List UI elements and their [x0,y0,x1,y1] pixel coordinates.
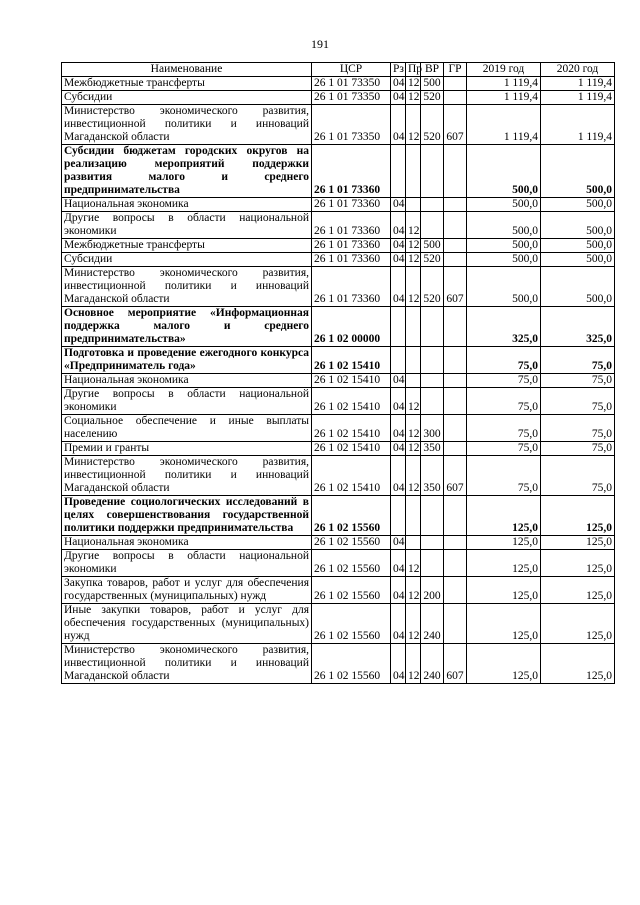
cell-name: Другие вопросы в области национальной экономики [62,388,312,415]
cell-csr: 26 1 01 73360 [312,145,391,198]
table-row [62,415,615,442]
cell-vr: 500 [421,239,444,253]
cell-2019: 500,0 [467,145,541,198]
cell-2019: 125,0 [467,604,541,644]
cell-vr: 240 [421,644,444,684]
header-2020: 2020 год [541,63,615,77]
cell-2020: 500,0 [541,212,615,239]
cell-gr [444,253,467,267]
cell-csr: 26 1 02 15560 [312,536,391,550]
cell-2019: 325,0 [467,307,541,347]
header-rz: Рз [391,63,406,77]
cell-vr [421,198,444,212]
table-row [62,145,615,198]
cell-gr [444,212,467,239]
cell-vr: 350 [421,442,444,456]
cell-gr: 607 [444,644,467,684]
cell-csr: 26 1 01 73350 [312,105,391,145]
cell-pr: 12 [406,212,421,239]
cell-gr [444,550,467,577]
table-row [62,456,615,496]
cell-gr [444,145,467,198]
cell-name: Подготовка и проведение ежегодного конкурса «Предприниматель года» [62,347,312,374]
cell-name: Министерство экономического развития, инвестиционной политики и инноваций Магаданской области [62,456,312,496]
table-row [62,374,615,388]
cell-2019: 125,0 [467,496,541,536]
cell-csr: 26 1 01 73360 [312,212,391,239]
table-row [62,212,615,239]
cell-pr: 12 [406,456,421,496]
cell-2019: 1 119,4 [467,91,541,105]
cell-rz: 04 [391,374,406,388]
cell-rz: 04 [391,253,406,267]
cell-rz: 04 [391,212,406,239]
cell-gr [444,307,467,347]
cell-pr [406,536,421,550]
cell-pr [406,374,421,388]
cell-2020: 500,0 [541,239,615,253]
cell-pr: 12 [406,415,421,442]
cell-pr [406,347,421,374]
cell-gr [444,577,467,604]
cell-pr [406,307,421,347]
cell-2019: 500,0 [467,212,541,239]
cell-2019: 500,0 [467,267,541,307]
cell-rz: 04 [391,415,406,442]
cell-pr [406,198,421,212]
cell-pr: 12 [406,388,421,415]
cell-name: Субсидии бюджетам городских округов на реализацию мероприятий поддержки развития малого и среднего предпринимательства [62,145,312,198]
table-row [62,198,615,212]
cell-rz: 04 [391,198,406,212]
cell-vr: 300 [421,415,444,442]
cell-gr [444,374,467,388]
cell-pr: 12 [406,550,421,577]
cell-csr: 26 1 02 15560 [312,644,391,684]
cell-rz: 04 [391,442,406,456]
cell-gr [444,415,467,442]
cell-pr: 12 [406,604,421,644]
cell-name: Межбюджетные трансферты [62,239,312,253]
cell-pr: 12 [406,267,421,307]
cell-name: Иные закупки товаров, работ и услуг для обеспечения государственных (муниципальных) нужд [62,604,312,644]
cell-vr [421,347,444,374]
header-2019: 2019 год [467,63,541,77]
cell-csr: 26 1 02 00000 [312,307,391,347]
cell-csr: 26 1 02 15410 [312,442,391,456]
table-row [62,239,615,253]
cell-name: Министерство экономического развития, инвестиционной политики и инноваций Магаданской области [62,105,312,145]
cell-2019: 75,0 [467,415,541,442]
cell-vr [421,496,444,536]
table-row [62,307,615,347]
header-csr: ЦСР [312,63,391,77]
cell-2020: 500,0 [541,145,615,198]
cell-2019: 1 119,4 [467,105,541,145]
cell-pr: 12 [406,77,421,91]
table-row [62,267,615,307]
cell-2020: 125,0 [541,496,615,536]
cell-2020: 1 119,4 [541,105,615,145]
cell-gr [444,239,467,253]
cell-2019: 75,0 [467,456,541,496]
cell-vr: 520 [421,91,444,105]
cell-2019: 75,0 [467,442,541,456]
header-gr: ГР [444,63,467,77]
cell-2020: 125,0 [541,536,615,550]
cell-gr [444,442,467,456]
cell-csr: 26 1 02 15560 [312,496,391,536]
page-number: 191 [311,37,329,51]
cell-csr: 26 1 02 15410 [312,415,391,442]
cell-rz: 04 [391,550,406,577]
cell-2020: 1 119,4 [541,77,615,91]
cell-gr [444,604,467,644]
cell-pr: 12 [406,253,421,267]
cell-vr: 520 [421,253,444,267]
table-row [62,550,615,577]
cell-vr [421,536,444,550]
cell-rz [391,145,406,198]
cell-2019: 500,0 [467,239,541,253]
table-row [62,91,615,105]
cell-name: Субсидии [62,253,312,267]
cell-name: Премии и гранты [62,442,312,456]
cell-name: Национальная экономика [62,536,312,550]
cell-rz: 04 [391,456,406,496]
cell-name: Министерство экономического развития, инвестиционной политики и инноваций Магаданской области [62,267,312,307]
cell-2020: 500,0 [541,267,615,307]
cell-2020: 500,0 [541,253,615,267]
cell-gr [444,198,467,212]
cell-vr: 200 [421,577,444,604]
table-row [62,536,615,550]
cell-csr: 26 1 02 15560 [312,577,391,604]
cell-gr: 607 [444,267,467,307]
cell-vr: 240 [421,604,444,644]
cell-pr: 12 [406,91,421,105]
table-row [62,253,615,267]
cell-vr [421,374,444,388]
table-row [62,77,615,91]
cell-gr [444,496,467,536]
header-pr: Пр [406,63,421,77]
cell-2019: 75,0 [467,347,541,374]
cell-gr: 607 [444,105,467,145]
cell-csr: 26 1 02 15410 [312,347,391,374]
cell-pr [406,496,421,536]
cell-name: Социальное обеспечение и иные выплаты населению [62,415,312,442]
cell-vr: 520 [421,105,444,145]
cell-2020: 1 119,4 [541,91,615,105]
table-row [62,644,615,684]
table-row [62,577,615,604]
cell-pr: 12 [406,105,421,145]
cell-csr: 26 1 01 73360 [312,198,391,212]
cell-rz: 04 [391,77,406,91]
cell-2020: 75,0 [541,415,615,442]
cell-2019: 1 119,4 [467,77,541,91]
cell-rz: 04 [391,267,406,307]
cell-2019: 125,0 [467,536,541,550]
cell-name: Национальная экономика [62,198,312,212]
cell-2020: 325,0 [541,307,615,347]
cell-pr: 12 [406,577,421,604]
cell-rz [391,496,406,536]
table-header-row [62,63,615,77]
cell-name: Национальная экономика [62,374,312,388]
cell-2019: 125,0 [467,577,541,604]
cell-rz [391,347,406,374]
cell-name: Другие вопросы в области национальной экономики [62,212,312,239]
cell-csr: 26 1 02 15560 [312,550,391,577]
cell-pr: 12 [406,644,421,684]
cell-vr: 500 [421,77,444,91]
cell-rz [391,307,406,347]
table-row [62,496,615,536]
cell-csr: 26 1 02 15410 [312,388,391,415]
cell-csr: 26 1 01 73360 [312,267,391,307]
table-row [62,347,615,374]
cell-2019: 500,0 [467,198,541,212]
cell-2019: 125,0 [467,644,541,684]
cell-2020: 125,0 [541,577,615,604]
cell-rz: 04 [391,91,406,105]
cell-vr: 520 [421,267,444,307]
cell-2020: 75,0 [541,374,615,388]
cell-gr [444,347,467,374]
cell-2019: 75,0 [467,388,541,415]
cell-2020: 500,0 [541,198,615,212]
cell-gr [444,77,467,91]
cell-csr: 26 1 01 73350 [312,77,391,91]
cell-gr [444,536,467,550]
cell-vr [421,307,444,347]
cell-name: Закупка товаров, работ и услуг для обеспечения государственных (муниципальных) нужд [62,577,312,604]
cell-pr: 12 [406,239,421,253]
cell-gr: 607 [444,456,467,496]
cell-csr: 26 1 01 73350 [312,91,391,105]
cell-pr [406,145,421,198]
table-row [62,388,615,415]
cell-rz: 04 [391,604,406,644]
table-body [62,77,615,684]
cell-rz: 04 [391,239,406,253]
cell-csr: 26 1 01 73360 [312,253,391,267]
cell-2019: 500,0 [467,253,541,267]
cell-2020: 75,0 [541,347,615,374]
cell-vr [421,145,444,198]
cell-2019: 125,0 [467,550,541,577]
cell-rz: 04 [391,536,406,550]
cell-vr [421,388,444,415]
table-row [62,442,615,456]
cell-vr [421,550,444,577]
cell-gr [444,388,467,415]
cell-name: Межбюджетные трансферты [62,77,312,91]
budget-table [61,62,615,684]
cell-csr: 26 1 02 15410 [312,456,391,496]
header-vr: ВР [421,63,444,77]
cell-rz: 04 [391,105,406,145]
table-row [62,604,615,644]
cell-rz: 04 [391,644,406,684]
cell-rz: 04 [391,577,406,604]
cell-csr: 26 1 02 15560 [312,604,391,644]
cell-2020: 75,0 [541,388,615,415]
cell-name: Основное мероприятие «Информационная поддержка малого и среднего предпринимательства» [62,307,312,347]
cell-2020: 125,0 [541,644,615,684]
table-row [62,105,615,145]
cell-vr [421,212,444,239]
header-name: Наименование [62,63,312,77]
cell-2020: 125,0 [541,604,615,644]
cell-name: Проведение социологических исследований в целях совершенствования государственной политики поддержки предпринимательства [62,496,312,536]
cell-name: Другие вопросы в области национальной экономики [62,550,312,577]
cell-name: Субсидии [62,91,312,105]
cell-2019: 75,0 [467,374,541,388]
cell-csr: 26 1 02 15410 [312,374,391,388]
cell-rz: 04 [391,388,406,415]
cell-pr: 12 [406,442,421,456]
cell-2020: 125,0 [541,550,615,577]
cell-2020: 75,0 [541,442,615,456]
cell-gr [444,91,467,105]
cell-2020: 75,0 [541,456,615,496]
cell-name: Министерство экономического развития, инвестиционной политики и инноваций Магаданской области [62,644,312,684]
cell-csr: 26 1 01 73360 [312,239,391,253]
cell-vr: 350 [421,456,444,496]
